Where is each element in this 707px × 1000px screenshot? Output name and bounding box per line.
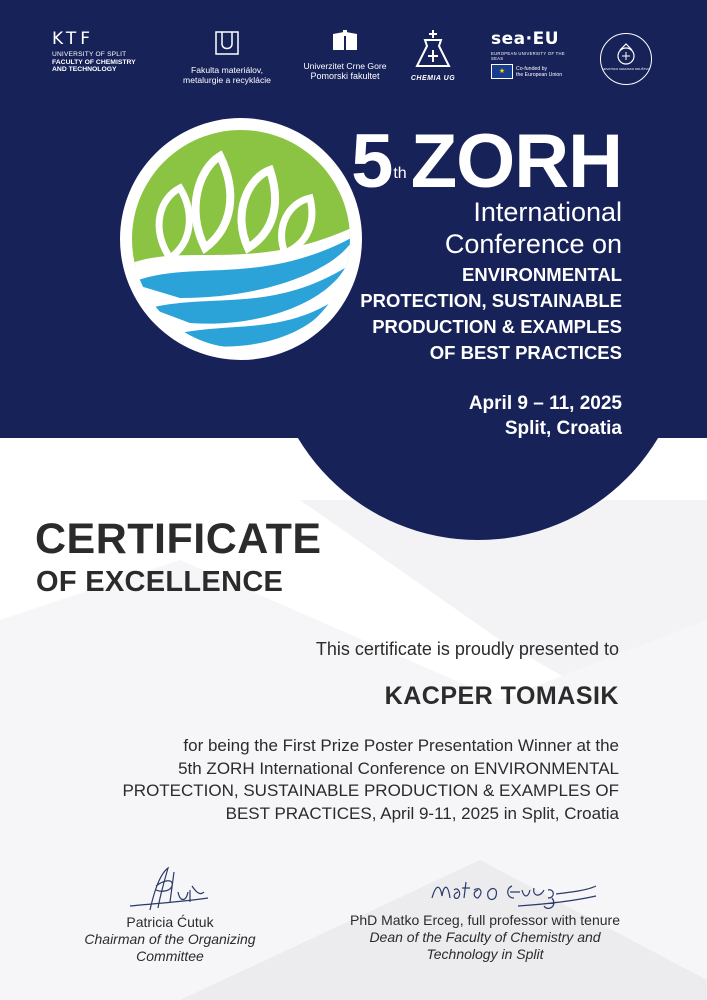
reason-line: for being the First Prize Poster Presentation Winner at the bbox=[183, 736, 619, 755]
society-seal bbox=[600, 33, 652, 85]
eu-flag-icon: ★ bbox=[491, 64, 513, 79]
presented-to-text: This certificate is proudly presented to bbox=[315, 639, 619, 659]
reason-line: 5th ZORH International Conference on ENVIRONMENTAL bbox=[178, 758, 619, 778]
ucg-logo bbox=[290, 30, 400, 82]
conference-place: Split, Croatia bbox=[504, 418, 622, 439]
book-icon bbox=[331, 30, 359, 52]
right-signer-role-2: Technology in Split bbox=[426, 946, 544, 962]
partner-logos bbox=[0, 0, 707, 100]
flask-cross-icon bbox=[411, 28, 455, 72]
ktf-faculty: FACULTY OF CHEMISTRY bbox=[52, 58, 136, 66]
reason-line: BEST PRACTICES, April 9-11, 2025 in Split, Croatia bbox=[225, 803, 619, 823]
ktf-university: UNIVERSITY OF SPLIT bbox=[52, 51, 127, 58]
conference-logo-circle bbox=[120, 118, 362, 360]
right-signature-block bbox=[335, 878, 635, 963]
topic-line-1: ENVIRONMENTAL bbox=[462, 264, 622, 285]
recipient-name: KACPER TOMASIK bbox=[384, 682, 619, 710]
certificate-title: CERTIFICATE bbox=[35, 515, 322, 563]
cofunded-line1: Co-funded by bbox=[516, 65, 548, 72]
conference-name: ZORH bbox=[410, 119, 622, 204]
fmmr-logo bbox=[168, 30, 286, 85]
topic-line-4: OF BEST PRACTICES bbox=[429, 342, 622, 363]
seaeu-sub: EUROPEAN UNIVERSITY OF THE SEAS bbox=[491, 51, 565, 61]
conference-ordinal: th bbox=[393, 165, 407, 182]
cofunded-line2: the European Union bbox=[516, 71, 563, 78]
left-signer-name: Patricia Ćutuk bbox=[126, 914, 214, 930]
fmmr-line2: metalurgie a recyklácie bbox=[183, 75, 271, 85]
topic-line-3: PRODUCTION & EXAMPLES bbox=[372, 316, 622, 337]
award-reason bbox=[99, 735, 619, 825]
fmmr-emblem-icon bbox=[214, 30, 240, 56]
intl-line-1: International bbox=[473, 197, 622, 227]
conference-number: 5 bbox=[351, 119, 393, 204]
chemia-text: CHEMIA UG bbox=[410, 75, 456, 82]
right-signer-role-1: Dean of the Faculty of Chemistry and bbox=[369, 929, 601, 945]
ktf-mark: KTF bbox=[52, 29, 94, 49]
seaeu-logo bbox=[491, 30, 575, 79]
left-signature-block bbox=[60, 870, 280, 965]
topic-line-2: PROTECTION, SUSTAINABLE bbox=[360, 290, 622, 311]
left-signer-role-1: Chairman of the Organizing bbox=[84, 931, 256, 947]
ucg-line1: Univerzitet Crne Gore bbox=[303, 61, 387, 71]
intl-line-2: Conference on bbox=[444, 229, 622, 259]
left-signer-role-2: Committee bbox=[136, 948, 204, 964]
chemia-logo bbox=[408, 28, 458, 82]
seal-emblem-icon bbox=[601, 34, 651, 84]
ktf-logo bbox=[52, 30, 162, 74]
conference-date: April 9 – 11, 2025 bbox=[468, 393, 622, 414]
ktf-technology: AND TECHNOLOGY bbox=[52, 66, 117, 73]
right-signer-name: PhD Matko Erceg, full professor with tenure bbox=[349, 912, 620, 928]
certificate-subtitle: OF EXCELLENCE bbox=[36, 566, 284, 598]
conference-title bbox=[351, 120, 622, 204]
seaeu-brand: sea·EU bbox=[491, 29, 559, 49]
leaves-waves-icon bbox=[120, 118, 362, 360]
ucg-line2: Pomorski fakultet bbox=[310, 71, 380, 81]
fmmr-line1: Fakulta materiálov, bbox=[191, 65, 263, 75]
reason-line: PROTECTION, SUSTAINABLE PRODUCTION & EXAMPLES OF bbox=[122, 781, 619, 800]
seal-text: HRVATSKO KEMIJSKO DRUŠTVO bbox=[602, 67, 650, 71]
